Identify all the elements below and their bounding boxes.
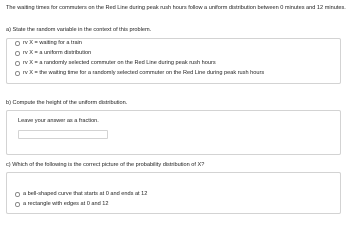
part-a-option-1-radio[interactable] <box>15 41 20 46</box>
part-b-answer-input[interactable] <box>18 130 108 139</box>
part-b-instruction: Leave your answer as a fraction. <box>18 118 99 124</box>
part-a-option-3-radio[interactable] <box>15 61 20 66</box>
part-a-option-4-label[interactable]: rv X = the waiting time for a randomly selected commuter on the Red Line during peak rush hours <box>23 69 265 76</box>
part-c-prompt: c) Which of the following is the correct picture of the probability distribution of X? <box>6 162 205 168</box>
part-a-option-2-radio[interactable] <box>15 51 20 56</box>
part-a-option-4-radio[interactable] <box>15 71 20 76</box>
part-a-option-3-label[interactable]: rv X = a randomly selected commuter on the Red Line during peak rush hours <box>23 59 216 66</box>
part-a-prompt: a) State the random variable in the context of this problem. <box>6 27 152 33</box>
part-c-option-2-radio[interactable] <box>15 202 20 207</box>
part-c-option-2-label[interactable]: a rectangle with edges at 0 and 12 <box>23 200 109 207</box>
part-a-option-1-label[interactable]: rv X = waiting for a train <box>23 39 82 46</box>
part-b-prompt: b) Compute the height of the uniform distribution. <box>6 100 128 106</box>
problem-intro: The waiting times for commuters on the Red Line during peak rush hours follow a uniform distribution between 0 minutes and 12 minutes. <box>6 5 346 11</box>
part-a-option-2-label[interactable]: rv X = a uniform distribution <box>23 49 92 56</box>
part-c-option-1-radio[interactable] <box>15 192 20 197</box>
problem-statement <box>6 5 346 12</box>
part-c-option-1-label[interactable]: a bell-shaped curve that starts at 0 and ends at 12 <box>23 190 148 197</box>
